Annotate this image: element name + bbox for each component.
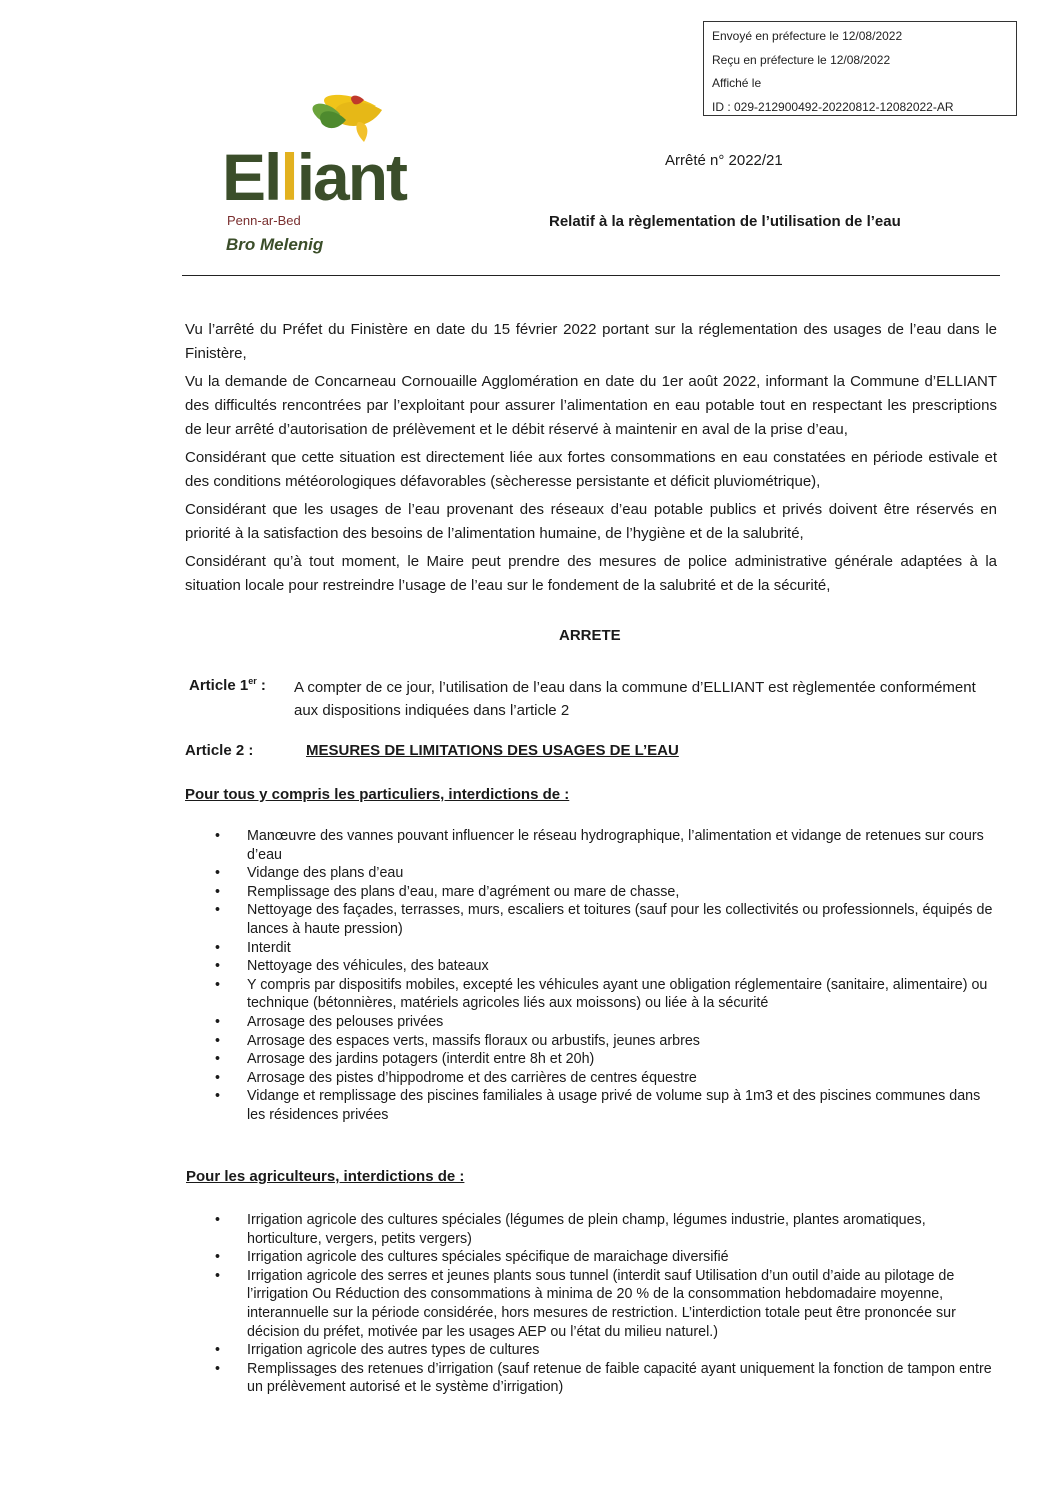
preamble-paragraph: Considérant que les usages de l’eau provenant des réseaux d’eau potable publics et privés doivent être réservés en priorité à la satisfaction des besoins de l’alimentation humaine, de l’hygiène et de la salubrité, — [185, 501, 997, 542]
list-item: • Irrigation agricole des serres et jeunes plants sous tunnel (interdit sauf Utilisation d’un outil d’aide au pilotage de l’irrigation Ou Réduction des consommations à minima de 20 % de la consommation hebdomadaire moyenne, interannuelle sur la période considérée, hors mesures de restriction. L’interdiction totale peut être prononcée sur décision du préfet, motivée par les usages AEP ou l’état du milieu naturel.) — [215, 1267, 1000, 1341]
stamp-received: Reçu en préfecture le 12/08/2022 — [712, 52, 891, 67]
section-all-list — [215, 827, 1000, 1125]
list-item: • Nettoyage des façades, terrasses, murs, escaliers et toitures (sauf pour les collectivités ou professionnels, équipés de lances à haute pression) — [215, 901, 1000, 938]
list-item: • Y compris par dispositifs mobiles, excepté les véhicules ayant une obligation réglementaire (sanitaire, alimentaire) ou technique (bétonnières, matériels agricoles liés aux moissons) ou liée à la sécurité — [215, 976, 1000, 1013]
list-item: • Vidange des plans d’eau — [215, 864, 1000, 883]
list-item: • Arrosage des pelouses privées — [215, 1013, 1000, 1032]
preamble — [185, 318, 997, 602]
logo-subtitle: Penn-ar-Bed — [227, 213, 301, 228]
preamble-paragraph: Considérant qu’à tout moment, le Maire peut prendre des mesures de police administrative générale adaptées à la situation locale pour restreindre l’usage de l’eau sur le fondement de la salubrité et de la sécurité, — [185, 553, 997, 594]
list-item: • Vidange et remplissage des piscines familiales à usage privé de volume sup à 1m3 et des piscines communes dans les résidences privées — [215, 1087, 1000, 1124]
article-1-text: A compter de ce jour, l’utilisation de l’eau dans la commune d’ELLIANT est règlementée conformément aux dispositions indiquées dans l’article 2 — [294, 679, 976, 719]
list-item: • Arrosage des espaces verts, massifs floraux ou arbustifs, jeunes arbres — [215, 1032, 1000, 1051]
stamp-sent: Envoyé en préfecture le 12/08/2022 — [712, 29, 903, 43]
document-subject: Relatif à la règlementation de l’utilisation de l’eau — [549, 213, 901, 230]
list-item: • Manœuvre des vannes pouvant influencer le réseau hydrographique, l’alimentation et vidange de retenues sur cours d’eau — [215, 827, 1000, 864]
list-item: • Remplissage des plans d’eau, mare d’agrément ou mare de chasse, — [215, 883, 1000, 902]
list-item: • Nettoyage des véhicules, des bateaux — [215, 957, 1000, 976]
elliant-logo — [218, 92, 438, 262]
logo-word-start: El — [222, 140, 281, 214]
preamble-paragraph: Considérant que cette situation est directement liée aux fortes consommations en eau constatées en période estivale et des conditions météorologiques défavorables (sècheresse persistante et déficit pluviométrique), — [185, 449, 997, 490]
preamble-paragraph: Vu l’arrêté du Préfet du Finistère en date du 15 février 2022 portant sur la réglementation des usages de l’eau dans le Finistère, — [185, 321, 997, 362]
list-item: • Interdit — [215, 939, 1000, 958]
arrete-heading: ARRETE — [559, 627, 621, 644]
article-2-title: MESURES DE LIMITATIONS DES USAGES DE L’EAU — [306, 742, 679, 759]
section-all-title: Pour tous y compris les particuliers, interdictions de : — [185, 786, 570, 803]
article-1-label: Article 1er : — [189, 676, 266, 694]
section-agri-title: Pour les agriculteurs, interdictions de : — [186, 1168, 465, 1185]
list-item: • Irrigation agricole des cultures spéciales spécifique de maraichage diversifié — [215, 1248, 1000, 1267]
list-item: • Irrigation agricole des cultures spéciales (légumes de plein champ, légumes industrie, plantes aromatiques, horticulture, vergers, petits vergers) — [215, 1211, 1000, 1248]
section-agri-list — [215, 1211, 1000, 1397]
logo-tagline: Bro Melenig — [226, 235, 324, 254]
list-item: • Irrigation agricole des autres types de cultures — [215, 1341, 1000, 1360]
stamp-id: ID : 029-212900492-20220812-12082022-AR — [712, 99, 954, 114]
article-2-label: Article 2 : — [185, 742, 254, 759]
prefecture-stamp — [703, 21, 1017, 116]
preamble-paragraph: Vu la demande de Concarneau Cornouaille Agglomération en date du 1er août 2022, informant la Commune d’ELLIANT des difficultés rencontrées par l’exploitant pour assurer l’alimentation en eau potable tout en respectant les prescriptions de leur arrêté d’autorisation de prélèvement et le débit réservé à maintenir en aval de la prise d’eau, — [185, 373, 997, 438]
stamp-posted: Affiché le — [712, 76, 762, 90]
logo-word-end: iant — [296, 140, 407, 214]
list-item: • Arrosage des jardins potagers (interdit entre 8h et 20h) — [215, 1050, 1000, 1069]
logo-word-accent: l — [280, 140, 297, 214]
list-item: • Remplissages des retenues d’irrigation (sauf retenue de faible capacité ayant uniquement la fonction de tampon entre un prélèvement autorisé et le système d’irrigation) — [215, 1360, 1000, 1397]
list-item: • Arrosage des pistes d’hippodrome et des carrières de centres équestre — [215, 1069, 1000, 1088]
logo-wordmark — [222, 140, 407, 214]
arrete-number: Arrêté n° 2022/21 — [665, 152, 783, 169]
header-divider — [182, 275, 1000, 276]
